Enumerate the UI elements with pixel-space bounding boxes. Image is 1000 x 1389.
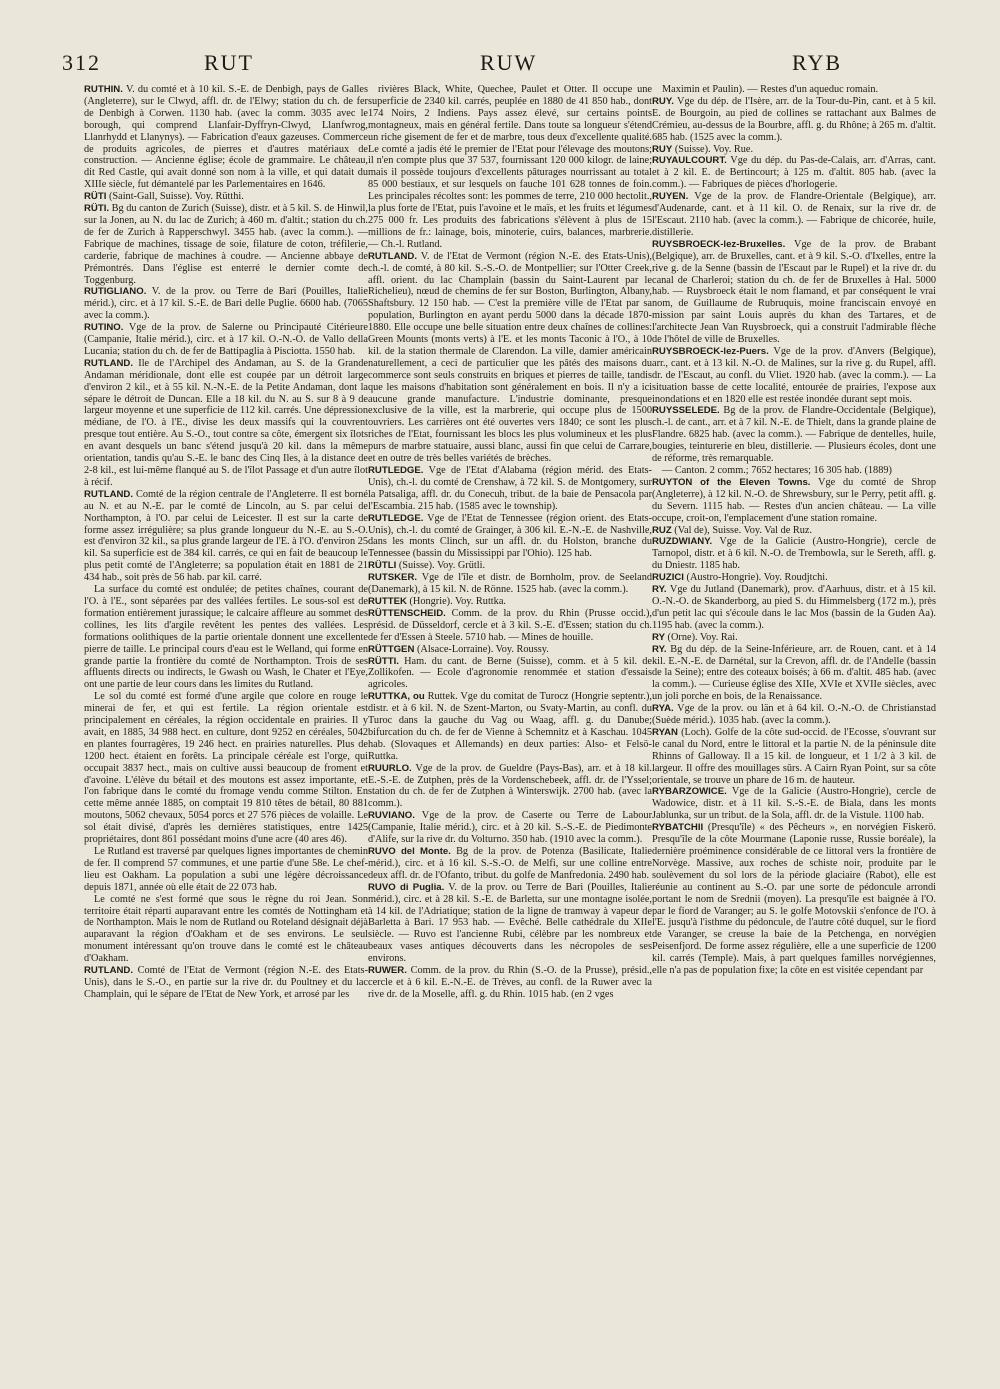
entry-headword: RUTLEDGE. [368, 512, 424, 524]
entry-text: Vge de la prov. de Caserte ou Terre de Labour (Campanie, Italie mérid.), circ. et à 20 kil. S.-S.-E. de Piedimonte d'Alife, sur la rive dr. du Volturno. 350 hab. (1910 avec la comm.). [368, 810, 652, 846]
dictionary-entry [368, 596, 652, 608]
entry-text: Comté de l'Etat de Vermont (région N.-E. des Etats-Unis), dans le S.-O., en partie sur la rive dr. du Poultney et du lac Champlain, qui le sépare de l'Etat de New York, et arrosé par les [84, 965, 368, 1000]
entry-text: Vge de l'Etat de Tennessee (région orient. des Etats-Unis), ch.-l. du comté de Grainger, à 306 kil. E.-N.-E. de Nashville, dans les monts Clinch, sur un affl. dr. du Holston, branche du Tennessee (bassin du Mississippi par l'Ohio). 125 hab. [368, 512, 652, 560]
running-head-left: RUT [204, 50, 254, 75]
entry-headword: RUYSSELEDE. [652, 405, 720, 417]
entry-headword: RUTINO. [84, 322, 124, 334]
running-head-right: RYB [792, 50, 843, 75]
dictionary-entry [84, 691, 368, 846]
entry-headword: RUYAULCOURT. [652, 155, 727, 167]
dictionary-entry [84, 191, 368, 203]
entry-headword: RUY [652, 143, 673, 155]
entry-headword: RYBATCHII [652, 822, 704, 834]
entry-headword: RY [652, 631, 665, 643]
entry-text: (Loch). Golfe de la côte sud-occid. de l'Ecosse, s'ouvrant sur le canal du Nord, entre le littoral et la partie N. de la péninsule dite Rhinns of Galloway. Il a 15 kil. de longueur, et 1 1/2 à 3 kil. de largeur. Il offre des mouillages sûrs. A Cairn Ryan Point, sur sa côte orientale, se trouve un phare de 16 m. de hauteur. [652, 726, 936, 786]
entry-headword: RY. [652, 643, 667, 655]
entry-text: Comm. de la prov. du Rhin (Prusse occid.), présid. de Düsseldorf, cercle et à 3 kil. S.-E. d'Essen; station du ch. de fer d'Essen à Steele. 5710 hab. — Mines de houille. [368, 607, 652, 643]
entry-text: V. de la prov. ou Terre de Bari (Pouilles, Italie mérid.), circ. et à 17 kil. S.-E. de Bari delle Puglie. 6600 hab. (7065 avec la comm.). [84, 286, 368, 322]
dictionary-entry [652, 786, 936, 822]
dictionary-entry [84, 203, 368, 286]
entry-text: V. du comté et à 10 kil. S.-E. de Denbigh, pays de Galles (Angleterre), sur le Clwyd, affl. dr. de l'Elwy; station du ch. de fer de Denbigh à Corwen. 1130 hab. (avec la comm. 3035 avec le borough, qui comprend Llanfair-Dyffryn-Clwyd, Llanfwrog, Llanrhydd et Llanynys). — Fabrication d'eaux gazeuses. Commerce de produits agricoles, de pierres et d'autres matériaux de construction. — Ancienne église; école de grammaire. Le château, dit Red Castle, qui avait donné son nom à la ville, et qui datait du XIIIe siècle, fut démantelé par les Parlementaires en 1646. [84, 84, 368, 191]
entry-headword: RUYSBROECK-lez-Bruxelles. [652, 238, 786, 250]
entry-text: (Suisse). Voy. Grütli. [396, 560, 486, 572]
dictionary-entry [368, 656, 652, 692]
dictionary-entry [652, 584, 936, 632]
running-head-center: RUW [480, 50, 538, 75]
entry-headword: RUYTON of the Eleven Towns. [652, 476, 811, 488]
entry-headword: RUTSKER. [368, 572, 418, 584]
entry-headword: RÜTI. [84, 203, 110, 215]
dictionary-entry [368, 251, 652, 465]
entry-text: Bg du dép. de la Seine-Inférieure, arr. de Rouen, cant. et à 14 kil. E.-N.-E. de Darnétal, sur la Crevon, affl. dr. de l'Andelle (bassin de la Seine); entre des coteaux boisés; à 66 m. d'altit. 485 hab. (avec la comm.). — Curieuse église des XIIe, XVIe et XVIIe siècles, avec un joli porche en bois, de la Renaissance. [652, 643, 936, 703]
entry-headword: RUTHIN. [84, 84, 123, 95]
dictionary-entry [368, 810, 652, 846]
dictionary-entry [368, 513, 652, 561]
entry-text: Vge de la prov. de Flandre-Orientale (Belgique), arr. d'Audenarde, cant. et à 11 kil. O. de Renaix, sur la rive dr. de l'Escaut. 2110 hab. (avec la comm.). — Fabrique de chicorée, huile, distillerie. [652, 191, 936, 238]
entry-headword: RYA. [652, 703, 674, 715]
dictionary-entry [652, 346, 936, 406]
dictionary-entry [652, 644, 936, 704]
entry-text: Comté de la région centrale de l'Angleterre. Il est borné au N. et au N.-E. par le comté de Lincoln, au S. par celui de Northampton, à l'O. par celui de Leicester. Il est sur la carte de forme assez irrégulière; sa plus grande longueur du N.-E. au S.-O. est d'environ 32 kil., sa plus grande largeur de l'E. à l'O. d'environ 25 kil. Sa superficie est de 384 kil. carrés, ce qui en fait de beaucoup le plus petit comté de l'Angleterre; sa population était en 1881 de 21 434 hab., soit près de 56 hab. par kil. carré. [84, 488, 368, 584]
entry-text: Ham. du cant. de Berne (Suisse), comm. et à 5 kil. de Zollikofen. — Ecole d'agronomie renommée et station d'essais agricoles. [368, 655, 652, 691]
running-header [62, 50, 972, 80]
entry-headword: RUTLAND. [84, 357, 134, 369]
entry-text: Le comté ne s'est formé que sous le règne du roi Jean. Son territoire était réparti auparavant entre les comtés de Nottingham et de Northampton. Mais le nom de Rutland ou Roteland désignait déjà auparavant la région d'Oakham et de ses environs. Le seul monument intéressant qu'on trouve dans le comté est le château d'Oakham. [84, 893, 368, 965]
dictionary-entry [368, 763, 652, 811]
column-left [84, 84, 368, 1374]
entry-text: V. de la prov. ou Terre de Bari (Pouilles, Italie mérid.), circ. et à 28 kil. S.-E. de Barletta, sur une montagne isolée, à 14 kil. de l'Adriatique; station de la ligne de tramway à vapeur de Barletta à Bari. 17 953 hab. — Evêché. Belle cathédrale du XIIe siècle. — Ruvo est l'ancienne Rubi, célèbre par les nombreux et beaux vases antiques découverts dans les nécropoles de ses environs. [368, 881, 652, 965]
entry-text: rivières Black, White, Quechee, Paulet et Otter. Il occupe une superficie de 2340 kil. carrés, peuplée en 1880 de 41 850 hab., dont 174 Noirs, 2 Indiens. Pays assez élevé, sur certains points montagneux, mais en général fertile. Dans toute sa longueur s'étend un riche gisement de fer et de marbre, tous deux d'excellente qualité. Le comté a jadis été le premier de l'Etat pour l'élevage des moutons; il n'en compte plus que 37 537, fournissant 120 000 kilogr. de laine; mais il possède toujours d'excellents pâturages nourrissant au total 85 000 bestiaux, et sur lesquels on fauche 101 628 tonnes de foin. Les principales récoltes sont: les pommes de terre, 210 000 hectolit., la plus forte de l'Etat, puis l'avoine et le maïs, et les fruits et légumes 275 000 fr. Les produits des fabrications s'élèvent à plus de 15 millions de fr.: lainage, bois, minoterie, cuirs, balances, marbrerie. — Ch.-l. Rutland. [368, 84, 652, 250]
dictionary-entry [368, 965, 652, 1001]
entry-text: V. de l'Etat de Vermont (région N.-E. des Etats-Unis), ch.-l. de comté, à 80 kil. S.-S.-O. de Montpellier; sur l'Otter Creek, affl. orient. du lac Champlain (bassin du Saint-Laurent par le Richelieu), nœud de chemins de fer sur Boston, Burlington, Albany, Shaftsbury. 12 150 hab. — C'est la première ville de l'Etat par sa population, Burlington en ayant perdu 5000 dans la décade 1870-1880. Elle occupe une belle situation entre deux chaînes de collines: Green Mounts (monts verts) à l'E. et les monts Taconic à l'O., à 10 kil. de la station thermale de Clarendon. La ville, damier américain naturellement, a ceci de particulier que les pâtés des maisons du commerce sont seuls construits en briques et pierres de taille, tandis que les maisons d'habitation sont généralement en bois. Il n'y a ici aucune grande manufacture. L'industrie dominante, presque exclusive de la ville, est la marbrerie, qui occupe plus de 1500 ouvriers. Les carrières ont été ouvertes vers 1840; ce sont les plus riches de l'Etat, fournissant les blocs les plus volumineux et les plus purs de marbre statuaire, aussi blanc, aussi fin que celui de Carrare, et en outre de très belles variétés de brèches. [368, 250, 652, 465]
entry-headword: RUVO del Monte. [368, 846, 451, 857]
dictionary-entry [652, 155, 936, 191]
entry-text: Bg de la prov. de Flandre-Occidentale (Belgique), ch.-l. de cant., arr. et à 7 kil. N.-E. de Thielt, dans la grande plaine de Flandre. 6825 hab. (avec la comm.). — Fabrique de dentelles, huile, bougies, teinturerie en bleu, distillerie. — Plusieurs écoles, dont une de réforme, très remarquable. [652, 405, 936, 465]
dictionary-entry [652, 144, 936, 156]
entry-text: Ruttek. Vge du comitat de Turocz (Hongrie septentr.), distr. et à 6 kil. N. de Szent-Marton, ou Svaty-Martin, au confl. du Turoc dans la gauche du Vag ou Waag, affl. g. du Danube; bifurcation du ch. de fer de Vienne à Schemnitz et à Kaschau. 1045 hab. (Slovaques et Allemands) en deux parties: Also- et Felsö-Ruttka. [368, 691, 652, 762]
entry-headword: RUYSBROECK-lez-Puers. [652, 345, 769, 357]
entry-text: Ile de l'Archipel des Andaman, au S. de la Grande Andaman méridionale, dont elle est coupée par un détroit large d'environ 2 kil., et à 55 kil. N.-N.-E. de la Petite Andaman, dont la sépare le détroit de Duncan. Elle a 18 kil. du N. au S. sur 8 à 9 de largeur moyenne et une superficie de 112 kil. carrés. Une dépression médiane, de l'O. à l'E., divise les deux massifs qui la couvrent presque tout entière. Au S.-O., tout contre sa côte, émergent six îlots en avant desquels un banc s'étend jusqu'à 20 kil. dans la même orientation, tandis qu'au S.-E. le banc des Cinq Iles, à la distance de 2-8 kil., est lui-même flanqué au S. de l'îlot Passage et d'un autre îlot à récif. [84, 357, 368, 488]
entry-headword: RUTTKA, ou [368, 691, 425, 703]
dictionary-entry [652, 96, 936, 144]
entry-headword: RUTIGLIANO. [84, 286, 147, 298]
entry-text: Vge de la prov. ou län et à 64 kil. O.-N.-O. de Christianstad (Suède mérid.). 1035 hab. (avec la comm.). [652, 703, 936, 727]
dictionary-entry [652, 525, 936, 537]
dictionary-entry [368, 572, 652, 596]
entry-text: Vge du dép. de l'Isère, arr. de la Tour-du-Pin, cant. et à 5 kil. E. de Bourgoin, au pied de collines se rattachant aux Balmes de Crémieu, au-dessus de la Bourbre, affl. g. du Rhône; à 265 m. d'altit. 685 hab. (1525 avec la comm.). [652, 95, 936, 143]
entry-headword: RUTLAND. [84, 965, 134, 977]
entry-text: Vge du comté de Shrop (Angleterre), à 12 kil. N.-O. de Shrewsbury, sur le Perry, petit affl. g. du Severn. 1115 hab. — Restes d'un ancien château. — La ville occupe, croit-on, l'emplacement d'une station romaine. [652, 476, 936, 524]
entry-text: Bg de la prov. de Potenza (Basilicate, Italie mérid.), circ. et à 16 kil. S.-S.-O. de Melfi, sur une colline entre deux affl. dr. de l'Ofanto, tribut. du golfe de Manfredonia. 2490 hab. [368, 846, 652, 881]
entry-headword: RUWER. [368, 965, 407, 977]
entry-headword: RUY. [652, 95, 674, 107]
entry-text: (Austro-Hongrie). Voy. Roudjtchi. [683, 572, 828, 584]
dictionary-entry [84, 965, 368, 1001]
page-number: 312 [62, 50, 101, 75]
dictionary-entry [368, 608, 652, 644]
dictionary-entry [652, 477, 936, 525]
entry-text: Vge de la prov. de Gueldre (Pays-Bas), arr. et à 18 kil. E.-S.-E. de Zutphen, près de la Vordenschebeek, affl. dr. de l'Yssel; station du ch. de fer de Zutphen à Winterswijk. 2700 hab. (avec la comm.). [368, 762, 652, 810]
entry-text: (Suisse). Voy. Rue. [672, 143, 754, 155]
entry-text: Le Rutland est traversé par quelques lignes importantes de chemin de fer. Il comprend 57 communes, et une partie d'une 58e. Le chef-lieu est Oakham. La population a subi une légère décroissance depuis 1871, année où elle était de 22 073 hab. [84, 846, 368, 893]
entry-text: — Canton. 2 comm.; 7652 hectares; 16 305 hab. (1889) [662, 465, 892, 476]
entry-headword: RUZDWIANY. [652, 536, 713, 548]
dictionary-entry [368, 644, 652, 656]
entry-text: (Alsace-Lorraine). Voy. Roussy. [414, 643, 549, 655]
entry-headword: RÜTTI. [368, 655, 399, 667]
entry-text: (Hongrie). Voy. Ruttka. [406, 595, 506, 607]
entry-headword: RUYEN. [652, 191, 689, 203]
entry-headword: RUURLO. [368, 762, 412, 774]
dictionary-entry [652, 703, 936, 727]
dictionary-entry [652, 405, 936, 465]
column-middle [368, 84, 652, 1374]
dictionary-entry [84, 286, 368, 322]
dictionary-entry [368, 846, 652, 882]
entry-headword: RUTLAND. [84, 488, 134, 500]
dictionary-entry [368, 560, 652, 572]
dictionary-entry [652, 572, 936, 584]
dictionary-entry [84, 84, 368, 191]
dictionary-entry [368, 465, 652, 513]
entry-headword: RÜTTGEN [368, 643, 415, 655]
dictionary-entry [368, 84, 652, 251]
entry-text: La surface du comté est ondulée; de petites chaînes, courant de l'O. à l'E., sont séparées par des vallées fertiles. Le sous-sol est de formation entièrement jurassique; le calcaire affleure au sommet des collines, les lits d'argile revêtent les pentes des vallées. Les formations oolithiques de la partie orientale donnent une excellente pierre de taille. Le principal cours d'eau est le Welland, qui forme en grande partie la frontière du comté de Northampton. Trois de ses affluents directs ou indirects, le Gwash ou Wash, le Chater et l'Eye, ont une partie de leur cours dans les limites du Rutland. [84, 584, 368, 691]
entry-text: Maximin et Paulin). — Restes d'un aqueduc romain. [662, 84, 879, 95]
entry-text: (Presqu'île) « des Pêcheurs », en norvégien Fiskerö. Presqu'île de la côte Mourmane (Laponie russe, Russie boréale), la dernière proéminence considérable de ce littoral vers la frontière de Norvège. Massive, aux roches de schiste noir, produite par le soulèvement du sol lors de la période glaciaire (Rabot), elle est réunie au continent au S.-O. par une sorte de pédoncule arrondi portant le nom de Srednii (moyen). La presqu'île est baignée à l'O. par le fiord de Varanger; au S. le golfe Motovskii s'enfonce de l'O. à l'E. jusqu'à l'isthme du pédoncule, de l'autre côté duquel, sur le fiord de Varanger, se creuse la baie de la Petchenga, en norvégien Peisenfjord. De forme assez régulière, elle a une superficie de 1200 kil. carrés (Temple). Mais, à part quelques familles norvégiennes, elle n'a pas de population fixe; la côte en est visitée cependant par [652, 822, 936, 977]
dictionary-entry [652, 465, 936, 477]
dictionary-entry [84, 584, 368, 691]
entry-headword: RY. [652, 584, 667, 596]
entry-text: (Saint-Gall, Suisse). Voy. Rütthi. [106, 191, 244, 203]
dictionary-entry [652, 84, 936, 96]
entry-text: Vge de la Galicie (Austro-Hongrie), cercle de Wadowice, distr. et à 11 kil. S.-S.-E. de Biala, dans les monts Jablunka, sur un tribut. de la Sola, affl. dr. de la Vistule. 1100 hab. [652, 786, 936, 822]
dictionary-entry [368, 882, 652, 965]
entry-headword: RÜTI [84, 191, 107, 203]
entry-headword: RUZ [652, 524, 672, 536]
entry-headword: RYBARZOWICE. [652, 786, 727, 798]
dictionary-entry [652, 239, 936, 346]
dictionary-entry [652, 727, 936, 787]
dictionary-entry [652, 191, 936, 239]
entry-headword: RUTLAND. [368, 250, 418, 262]
entry-text: Vge de la prov. de Salerne ou Principauté Citérieure (Campanie, Italie mérid.), circ. et à 17 kil. O.-N.-O. de Vallo della Lucania; station du ch. de fer de Battipaglia à Pisciotta. 1550 hab. [84, 322, 368, 357]
dictionary-entry [84, 322, 368, 358]
dictionary-entry [652, 822, 936, 977]
entry-text: (Orne). Voy. Rai. [664, 631, 738, 643]
dictionary-entry [368, 691, 652, 762]
entry-text: Comm. de la prov. du Rhin (S.-O. de la Prusse), présid., cercle et à 6 kil. E.-N.-E. de Trèves, au confl. de la Ruwer avec la rive dr. de la Moselle, affl. g. du Rhin. 1015 hab. (en 2 vges [368, 965, 652, 1000]
entry-headword: RUTLEDGE. [368, 465, 424, 476]
entry-headword: RUVIANO. [368, 810, 415, 822]
entry-headword: RÜTTENSCHEID. [368, 607, 446, 619]
entry-headword: RUTTEK [368, 595, 407, 607]
entry-headword: RUZICI [652, 572, 684, 584]
entry-headword: RÜTLI [368, 560, 397, 572]
entry-text: (Val de), Suisse. Voy. Val de Ruz. [671, 524, 813, 536]
entry-text: Bg du canton de Zurich (Suisse), distr. et à 5 kil. S. de Hinwil, sur la Jonen, au N. du lac de Zurich; à 460 m. d'altit.; station du ch. de fer de Zurich à Rapperschwyl. 3455 hab. (avec la comm.). — Fabrique de machines, tissage de soie, filature de coton, tréfilerie, carderie, fabrique de machines à coudre. — Ancienne abbaye de Prémontrés. Dans l'église est enterré le dernier comte de Toggenburg. [84, 203, 368, 286]
dictionary-entry [84, 489, 368, 584]
entry-text: Vge de la prov. d'Anvers (Belgique), arr., cant. et à 13 kil. N.-O. de Malines, sur la rive g. du Rupel, affl. dr. de l'Escaut, au confl. du Vliet. 1920 hab. (avec la comm.). — La situation basse de cette localité, entourée de prairies, l'expose aux inondations et en 1820 elle est restée inondée durant sept mois. [652, 345, 936, 405]
entry-text: Vge du dép. du Pas-de-Calais, arr. d'Arras, cant. et à 2 kil. E. de Bertincourt; à 125 m. d'altit. 805 hab. (avec la comm.). — Fabriques de pièces d'horlogerie. [652, 155, 936, 191]
entry-text: Vge de la Galicie (Austro-Hongrie), cercle de Tarnopol, distr. et à 6 kil. N.-O. de Trembowla, sur le Sereth, affl. g. du Dniestr. 1185 hab. [652, 536, 936, 572]
dictionary-entry [84, 358, 368, 489]
column-right [652, 84, 936, 1374]
entry-text: Vge de l'île et distr. de Bornholm, prov. de Seeland (Danemark), à 15 kil. N. de Rönne. 1525 hab. (avec la comm.). [368, 572, 652, 596]
dictionary-entry [652, 632, 936, 644]
dictionary-entry [84, 894, 368, 965]
entry-text: Vge de l'Etat d'Alabama (région mérid. des Etats-Unis), ch.-l. du comté de Crenshaw, à 72 kil. S. de Montgomery, sur la Patsaliga, affl. dr. du Conecuh, tribut. de la baie de Pensacola par l'Escambia. 215 hab. (1585 avec le township). [368, 465, 652, 512]
entry-headword: RUVO di Puglia. [368, 881, 445, 893]
dictionary-entry [652, 536, 936, 572]
entry-text: Le sol du comté est formé d'une argile que colore en rouge le minerai de fer, et qui est fertile. La région orientale est principalement en céréales, la région occidentale en prairies. Il y avait, en 1885, 34 988 hect. en culture, dont 9252 en céréales, 5042 en plantes fourragères, 19 246 hect. en prairies naturelles. Plus de 1200 hect. étaient en forêts. La principale céréale est l'orge, qui occupait 3837 hect., mais on cultive aussi beaucoup de froment et d'avoine. L'élève du bétail et des moutons est assez importante, et l'on fabrique dans le comté du fromage vendu comme Stilton. En cette même année 1885, on comptait 19 810 têtes de bétail, 80 881 moutons, 5062 chevaux, 5054 porcs et 27 576 pièces de volaille. Le sol était divisé, d'après les dernières statistiques, entre 1425 propriétaires, dont 861 possédant moins d'une acre (40 ares 46). [84, 691, 368, 846]
entry-text: Vge du Jutland (Danemark), prov. d'Aarhuus, distr. et à 15 kil. O.-N.-O. de Skanderborg, au pied S. du Himmelsberg (172 m.), près d'un petit lac qui s'écoule dans le lac Mos (bassin de la Guden Aa). 1195 hab. (avec la comm.). [652, 584, 936, 631]
entry-headword: RYAN [652, 726, 678, 738]
entry-text: Vge de la prov. de Brabant (Belgique), arr. de Bruxelles, cant. et à 9 kil. S.-O. d'Ixelles, entre la rive g. de la Senne (bassin de l'Escaut par le Rupel) et la rive dr. du canal de Charleroi; station du ch. de fer de Bruxelles à Hal. 5000 hab. — Ruysbroeck était le nom flamand, et par conséquent le vrai nom, de Guillaume de Rubruquis, moine franciscain envoyé en mission par saint Louis auprès du khan des Tartares, et de l'architecte Jean Van Ruysbroeck, qui a construit l'admirable flèche de l'hôtel de ville de Bruxelles. [652, 238, 936, 346]
dictionary-entry [84, 846, 368, 894]
